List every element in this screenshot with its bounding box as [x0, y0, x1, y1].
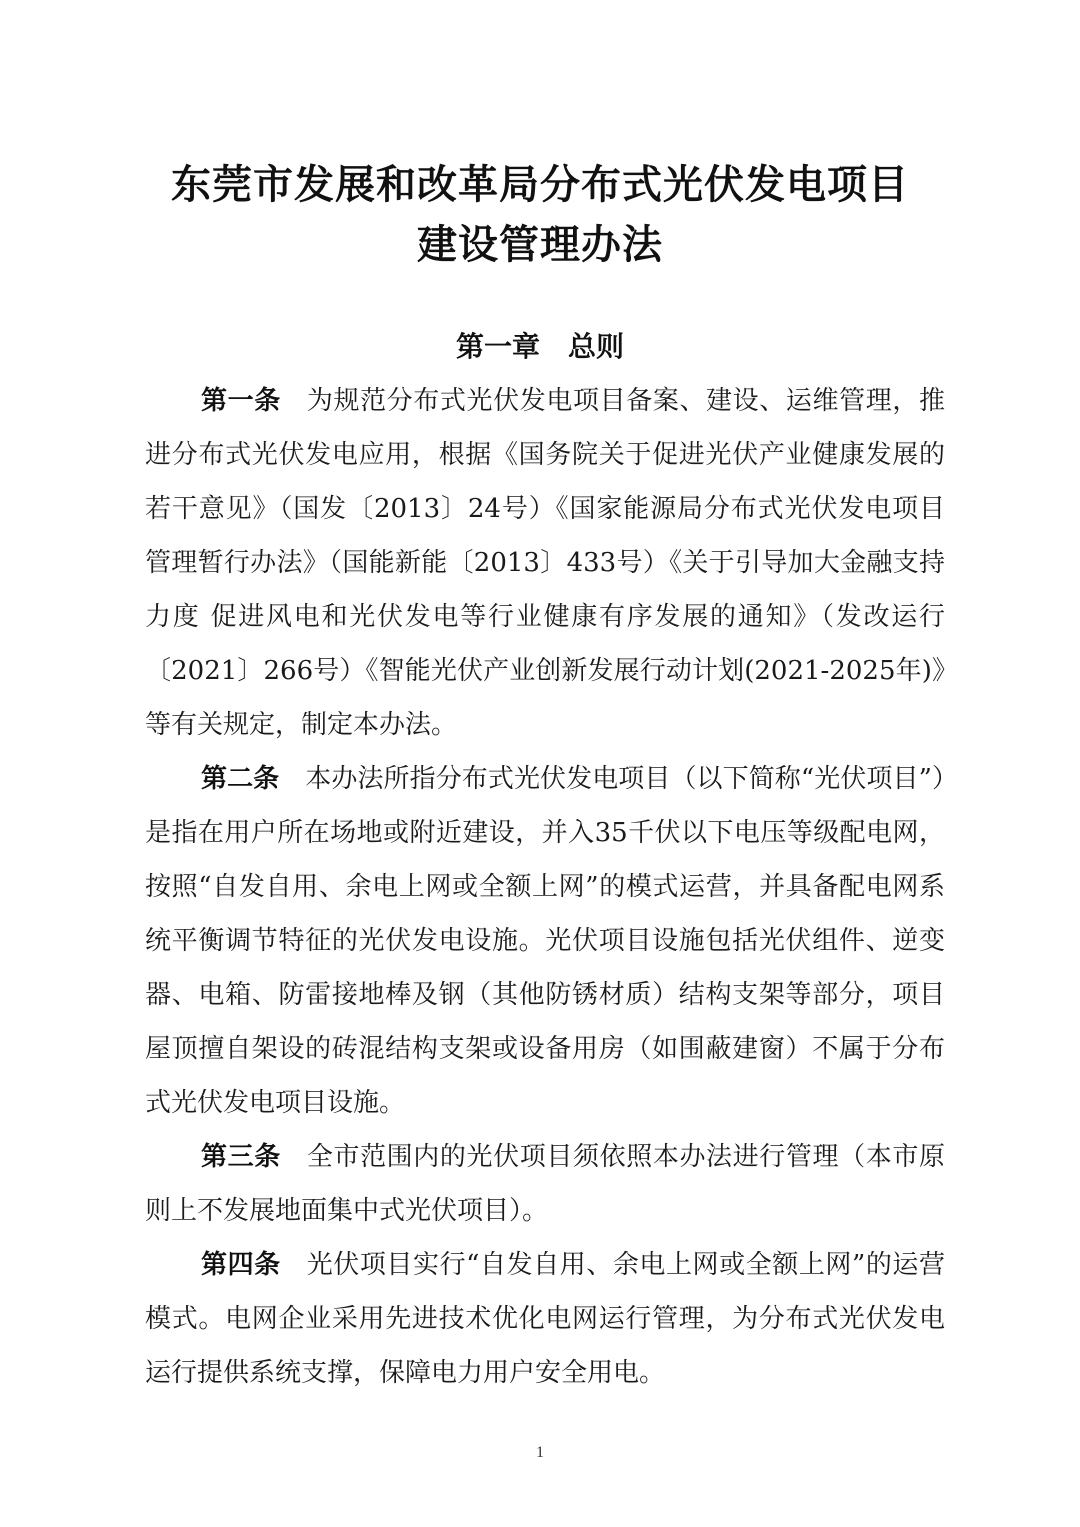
article-text: 为规范分布式光伏发电项目备案、建设、运维管理，推进分布式光伏发电应用，根据《国务院关于促进光伏产业健康发展的若干意见》（国发〔2013〕24号）《国家能源局分布式光伏发电项目管理暂行办法》（国能新能〔2013〕433号）《关于引导加大金融支持力度 促进风电和光伏发电等行业健康有序发展的通知》（发改运行〔2021〕266号）《智能光伏产业创新发展行动计划(2021-2025年)》等有关规定，制定本办法。 [145, 386, 945, 740]
article-2 [145, 752, 945, 1130]
article-1 [145, 374, 945, 752]
article-3 [145, 1130, 945, 1238]
article-text: 本办法所指分布式光伏发电项目（以下简称“光伏项目”）是指在用户所在场地或附近建设，并入35千伏以下电压等级配电网，按照“自发自用、余电上网或全额上网”的模式运营，并具备配电网系统平衡调节特征的光伏发电设施。光伏项目设施包括光伏组件、逆变器、电箱、防雷接地棒及钢（其他防锈材质）结构支架等部分，项目屋顶擅自架设的砖混结构支架或设备用房（如围蔽建窗）不属于分布式光伏发电项目设施。 [145, 764, 945, 1118]
page-number: 1 [536, 1444, 544, 1461]
article-label: 第二条 [201, 764, 280, 794]
article-text: 光伏项目实行“自发自用、余电上网或全额上网”的运营模式。电网企业采用先进技术优化电网运行管理，为分布式光伏发电运行提供系统支撑，保障电力用户安全用电。 [145, 1250, 945, 1388]
article-text: 全市范围内的光伏项目须依照本办法进行管理（本市原则上不发展地面集中式光伏项目）。 [145, 1142, 945, 1226]
article-label: 第四条 [201, 1250, 281, 1280]
document-body [145, 374, 945, 1400]
title-line-2: 建设管理办法 [417, 221, 663, 268]
article-4 [145, 1238, 945, 1400]
article-label: 第一条 [201, 386, 281, 416]
title-line-1: 东莞市发展和改革局分布式光伏发电项目 [171, 161, 909, 208]
chapter-heading: 第一章 总则 [455, 330, 624, 363]
document-title [0, 155, 1080, 275]
article-label: 第三条 [201, 1142, 281, 1172]
